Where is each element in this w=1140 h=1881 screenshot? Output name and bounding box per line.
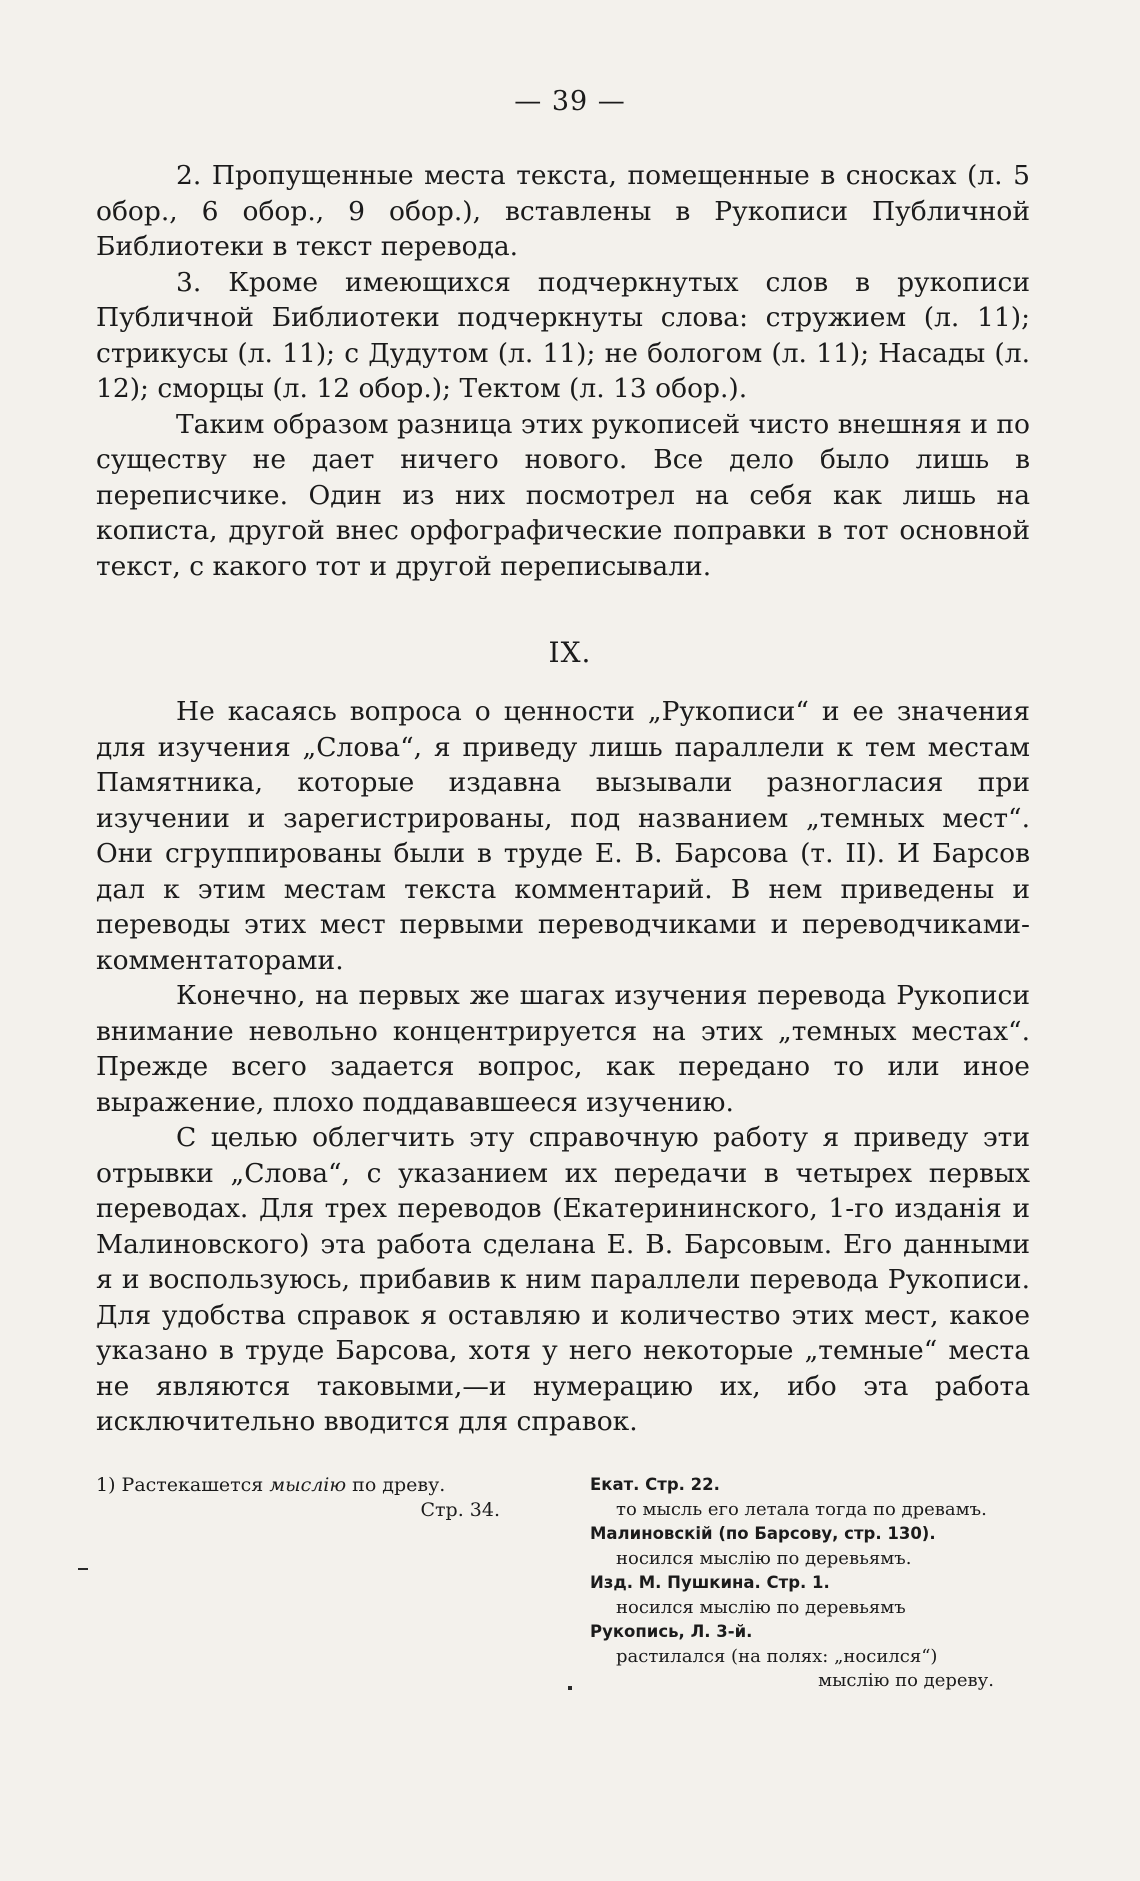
footnote-quote [96, 1473, 516, 1498]
footnote-page-ref: Стр. 34. [420, 1499, 500, 1521]
footnote-parallels [590, 1473, 1030, 1694]
paragraph-3: 3. Кроме имеющихся подчеркнутых слов в рукописи Публичной Библиотеки подчеркнуты слова: стружием (л. 11); стрикусы (л. 11); с Дудутом (л. 11); не бологом (л. 11); Насады (л. 12); сморцы (л. 12 обор.); Тектом (л. 13 обор.). [96, 266, 1030, 404]
parallel-source-malinovsky: Малиновскій (по Барсову, стр. 130). [590, 1524, 936, 1543]
section-text-block [96, 694, 1030, 1440]
footnote-main [96, 1473, 516, 1523]
footnote-quote-end: по древу. [346, 1474, 446, 1496]
paragraph-section-intro: Не касаясь вопроса о ценности „Рукописи“ и ее значения для изучения „Слова“, я приведу лишь параллели к тем местам Памятника, которые издавна вызывали разногласия при изучении и зарегистрированы, под названием „темных мест“. Они сгруппированы были в труде Е. В. Барсова (т. II). И Барсов дал к этим местам текста комментарий. В нем приведены и переводы этих мест первыми переводчиками и переводчиками-комментаторами. [96, 696, 1030, 976]
footnote-quote-start: 1) Растекашется [96, 1474, 270, 1496]
page-number: — 39 — [514, 86, 626, 117]
print-speck [568, 1686, 572, 1690]
parallel-quote-malinovsky: носился мыслію по деревьямъ. [616, 1547, 912, 1569]
parallel-quote-pushkin: носился мыслію по деревьямъ [616, 1596, 906, 1618]
parallel-quote-manuscript-cont: мыслію по дереву. [818, 1670, 994, 1691]
paragraph-2: 2. Пропущенные места текста, помещенные в сносках (л. 5 обор., 6 обор., 9 обор.), вставлены в Рукописи Публичной Библиотеки в текст перевода. [96, 160, 1030, 262]
top-text-block [96, 158, 1030, 584]
parallel-source-manuscript: Рукопись, Л. 3-й. [590, 1622, 753, 1641]
parallel-source-ekat: Екат. Стр. 22. [590, 1475, 720, 1494]
footnote-quote-italic: мыслію [269, 1474, 347, 1496]
parallel-quote-manuscript: растилался (на полях: „носился“) [616, 1645, 938, 1667]
parallel-source-pushkin: Изд. М. Пушкина. Стр. 1. [590, 1573, 830, 1592]
parallel-quote-ekat: то мысль его летала тогда по древамъ. [616, 1498, 987, 1520]
paragraph-dark-places: Конечно, на первых же шагах изучения перевода Рукописи внимание невольно концентрируется на этих „темных местах“. Прежде всего задается вопрос, как передано то или иное выражение, плохо поддававшееся изучению. [96, 980, 1030, 1118]
paragraph-conclusion: Таким образом разница этих рукописей чисто внешняя и по существу не дает ничего нового. Все дело было лишь в переписчике. Один из них посмотрел на себя как лишь на кописта, другой внес орфографические поправки в тот основной текст, с какого тот и другой переписывали. [96, 408, 1030, 582]
print-speck [78, 1568, 88, 1570]
section-heading: IX. [548, 636, 592, 669]
paragraph-reference-work: С целью облегчить эту справочную работу я приведу эти отрывки „Слова“, с указанием их передачи в четырех первых переводах. Для трех переводов (Екатерининского, 1-го изданія и Малиновского) эта работа сделана Е. В. Барсовым. Его данными я и воспользуюсь, прибавив к ним параллели перевода Рукописи. Для удобства справок я оставляю и количество этих мест, какое указано в труде Барсова, хотя у него некоторые „темные“ места не являются таковыми,—и нумерацию их, ибо эта работа исключительно вводится для справок. [96, 1122, 1030, 1437]
